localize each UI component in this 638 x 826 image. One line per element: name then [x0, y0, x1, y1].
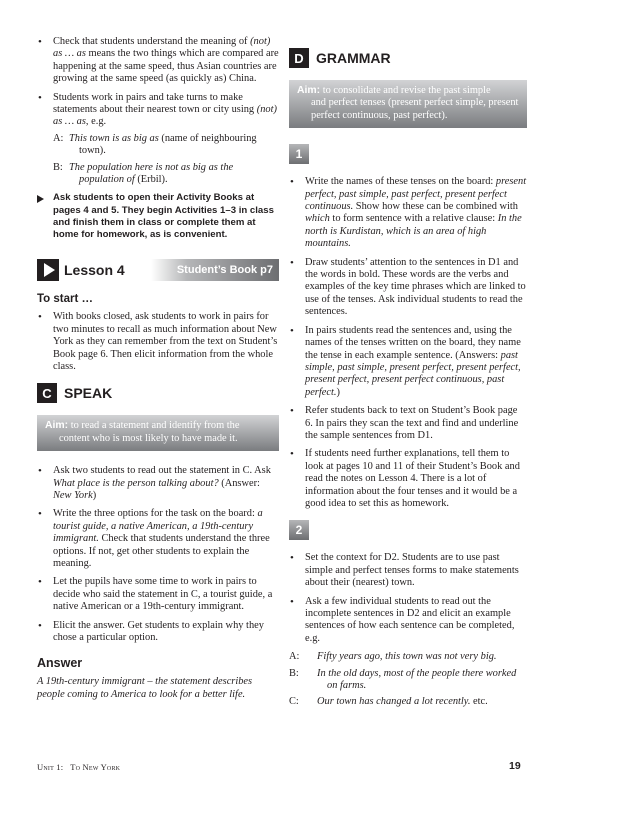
footer-unit: Unit 1: To New York [37, 762, 121, 772]
answer-text: A 19th-century immigrant – the statement describes people coming to America to look for a better life. [37, 676, 253, 700]
dialogue-line-b: B: The population here is not as big as the population of (Erbil). [53, 161, 234, 186]
section-d-header [289, 48, 527, 68]
bullet-pairs-decide: • Let the pupils have some time to work in pairs to decide who said the statement in C, a tourist guide, a native American or a 19th-century immigrant. [37, 576, 279, 613]
dialogue-line-a: A: This town is as big as (name of neighbouring town). [53, 132, 257, 157]
to-start-heading: To start … [37, 293, 94, 306]
exercise-number-2: 2 [289, 520, 309, 540]
section-c-header [37, 383, 279, 403]
right-column [289, 36, 527, 713]
bullet-as-meaning: • Check that students understand the meaning of (not) as … as means the two things which are compared are happening at the same speed, thus Asian countries are growing at the same speed (as quickly as) China. [37, 36, 279, 86]
bullet-further-explanations: • If students need further explanations, tell them to look at pages 10 and 11 of their Student’s Book and read the notes on Lesson 4. There is a lot of information about the four tenses and it would be a good idea to set this as homework. [289, 448, 527, 510]
bullet-name-tense: • In pairs students read the sentences and, using the names of the tenses written on the board, they name the tense in each example sentence. (Answers: past simple, past simple, present perfect, present perfect, present perfect, present perfect continuous, past perfect.) [289, 325, 527, 399]
lesson-header [37, 259, 279, 281]
section-title-speak: SPEAK [64, 385, 113, 402]
bullet-three-options: • Write the three options for the task on the board: a tourist guide, a native American, a 19th-century immigrant. Check that students understand the three options. If not, get other students to explain the meaning. [37, 508, 279, 570]
bullet-recall: • With books closed, ask students to work in pairs for two minutes to recall as much information about New York as they can remember from the text on Student’s Book page 6. Then elicit information from the whole class. [37, 311, 279, 373]
bullet-tense-names: • Write the names of these tenses on the board: present perfect, past simple, past perfect, present perfect continuous. Show how these can be combined with which to form sentence with a relative clause: In the north is Kurdistan, which is an area of high mountains. [289, 176, 527, 250]
example-line-b: B: In the old days, most of the people there worked on farms. [289, 667, 517, 692]
bullet-bold-words: • Draw students’ attention to the sentences in D1 and the words in bold. These words are the verbs and examples of the key time phrases which are linked to use of the tenses. Ask individual students to read the sentences. [289, 257, 527, 319]
exercise-number-1: 1 [289, 144, 309, 164]
example-line-a: A: Fifty years ago, this town was not very big. [289, 651, 497, 663]
example-line-c: C: Our town has changed a lot recently. etc. [289, 696, 488, 708]
activity-book-instruction: Ask students to open their Activity Books at pages 4 and 5. They begin Activities 1–3 in class and finish them in class or complete them at home for homework, as is convenient. [37, 192, 279, 241]
bullet-pairs-statements: • Students work in pairs and take turns to make statements about their nearest town or city using (not) as … as, e.g. [37, 92, 279, 129]
lesson-title: Lesson 4 [64, 262, 125, 279]
page-number: 19 [509, 760, 521, 772]
section-letter-d: D [289, 48, 309, 68]
aim-box-d: Aim: to consolidate and revise the past simple and perfect tenses (present perfect simple, present perfect continuous, past perfect). [289, 80, 527, 128]
aim-box-c: Aim: to read a statement and identify from the content who is most likely to have made it. [37, 415, 279, 451]
lesson-book-ref: Student’s Book p7 [151, 259, 279, 281]
answer-heading: Answer [37, 656, 83, 671]
left-column [37, 36, 279, 701]
bullet-elicit: • Elicit the answer. Get students to explain why they chose a particular option. [37, 620, 279, 645]
bullet-read-statement: • Ask two students to read out the statement in C. Ask What place is the person talking about? (Answer: New York) [37, 465, 279, 502]
bullet-refer-back: • Refer students back to text on Student’s Book page 6. In pairs they scan the text and find and underline the sample sentences from D1. [289, 405, 527, 442]
bullet-incomplete-sentences: • Ask a few individual students to read out the incomplete sentences in D2 and elicit an example sentences of how each sentence can be completed, e.g. [289, 596, 527, 646]
section-letter-c: C [37, 383, 57, 403]
play-icon [37, 259, 59, 281]
section-title-grammar: GRAMMAR [316, 50, 391, 66]
bullet-set-context: • Set the context for D2. Students are to use past simple and perfect tenses forms to make statements about their (nearest) town. [289, 552, 527, 589]
arrow-icon [37, 195, 44, 203]
